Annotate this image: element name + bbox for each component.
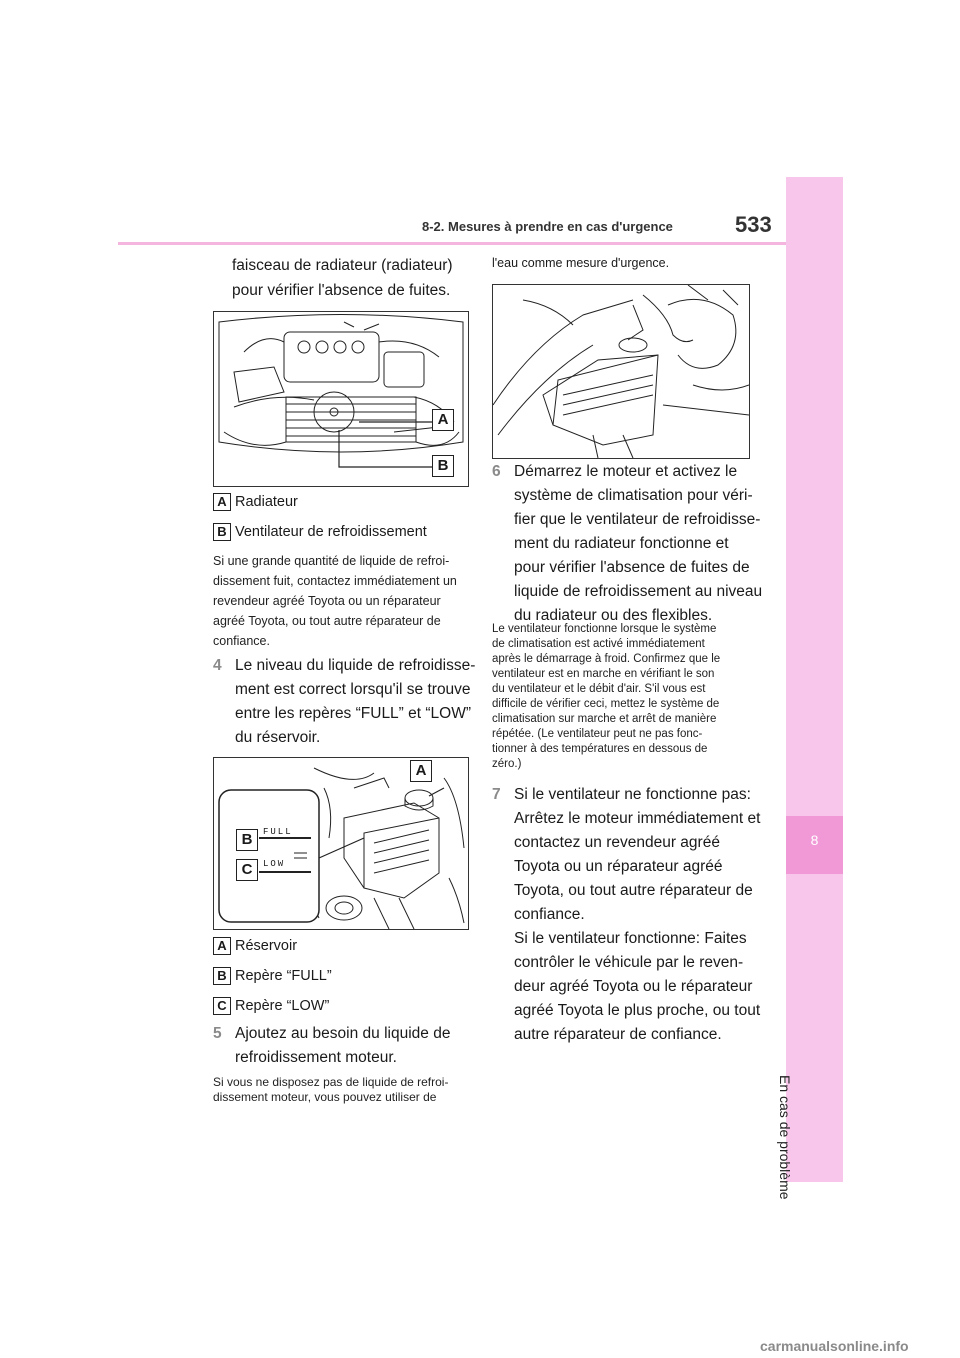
- chapter-sidebar: [786, 177, 843, 1182]
- step-number: 7: [492, 786, 501, 803]
- step-7: 7 Si le ventilateur ne fonctionne pas: Arrêtez le moteur immédiatement et contactez un revendeur agréé Toyota ou un réparateur agréé Toyota, ou tout autre réparateur de confiance. Si le ventilateur fonctionne: Faites contrôler le véhicule par le reven- deur agréé Toyota ou le réparateur agréé Toyota le plus proche, ou tout autre réparateur de confiance.: [492, 783, 760, 1047]
- callout-b: B: [236, 829, 258, 851]
- reservoir-illustration: [213, 757, 469, 930]
- legend-item: A Radiateur: [213, 491, 298, 513]
- page-number: 533: [735, 212, 772, 237]
- section-header: 8-2. Mesures à prendre en cas d'urgence: [422, 219, 673, 234]
- step-6: 6 Démarrez le moteur et activez le système de climatisation pour véri- fier que le ventilateur de refroidisse- ment du radiateur fonctionne et pour vérifier l'absence de fuites de liquide de refroidissement au niveau du radiateur ou des flexibles.: [492, 460, 762, 628]
- callout-b: B: [432, 455, 454, 477]
- footer-watermark: carmanualsonline.info: [760, 1338, 909, 1354]
- legend-key: A: [213, 937, 231, 955]
- legend-item: C Repère “LOW”: [213, 995, 329, 1017]
- header-divider: [118, 242, 786, 245]
- legend-item: B Ventilateur de refroidissement: [213, 521, 427, 543]
- full-mark-label: FULL: [263, 827, 293, 837]
- low-mark-label: LOW: [263, 859, 286, 869]
- step-number: 6: [492, 463, 501, 480]
- chapter-number: 8: [810, 832, 819, 848]
- callout-a: A: [432, 409, 454, 431]
- radiator-illustration: [213, 311, 469, 487]
- note-fan: Le ventilateur fonctionne lorsque le système de climatisation est activé immédiatement après le démarrage à froid. Confirmez que le ventilateur est en marche en vérifiant le son du ventilateur et le débit d'air. S'il vous est difficile de vérifier ceci, mettez le système de climatisation sur marche et arrêt de manière répétée. (Le ventilateur peut ne pas fonc- tionner à des températures en dessous de zéro.): [492, 623, 721, 770]
- step-number: 5: [213, 1025, 222, 1042]
- refill-drawing: [493, 285, 749, 458]
- step-4: 4 Le niveau du liquide de refroidisse- ment est correct lorsqu'il se trouve entre les repères “FULL” et “LOW” du réservoir.: [213, 654, 475, 750]
- legend-key: C: [213, 997, 231, 1015]
- callout-a: A: [410, 760, 432, 782]
- intro-text: faisceau de radiateur (radiateur) pour vérifier l'absence de fuites.: [232, 257, 453, 299]
- engine-bay-drawing: [214, 312, 468, 486]
- refill-illustration: [492, 284, 750, 459]
- legend-item: A Réservoir: [213, 935, 297, 957]
- legend-key: B: [213, 967, 231, 985]
- legend-item: B Repère “FULL”: [213, 965, 332, 987]
- legend-key: A: [213, 493, 231, 511]
- step-number: 4: [213, 657, 222, 674]
- legend-key: B: [213, 523, 231, 541]
- note-leak: Si une grande quantité de liquide de refroi- dissement fuit, contactez immédiatement un revendeur agréé Toyota ou un réparateur agréé Toyota, ou tout autre réparateur de confiance.: [213, 554, 457, 648]
- water-emergency-text: l'eau comme mesure d'urgence.: [492, 256, 670, 270]
- step-5: 5 Ajoutez au besoin du liquide de refroidissement moteur.: [213, 1022, 450, 1070]
- chapter-title: En cas de problème: [777, 1075, 793, 1200]
- callout-c: C: [236, 859, 258, 881]
- note-water: Si vous ne disposez pas de liquide de refroi- dissement moteur, vous pouvez utiliser de: [213, 1075, 449, 1104]
